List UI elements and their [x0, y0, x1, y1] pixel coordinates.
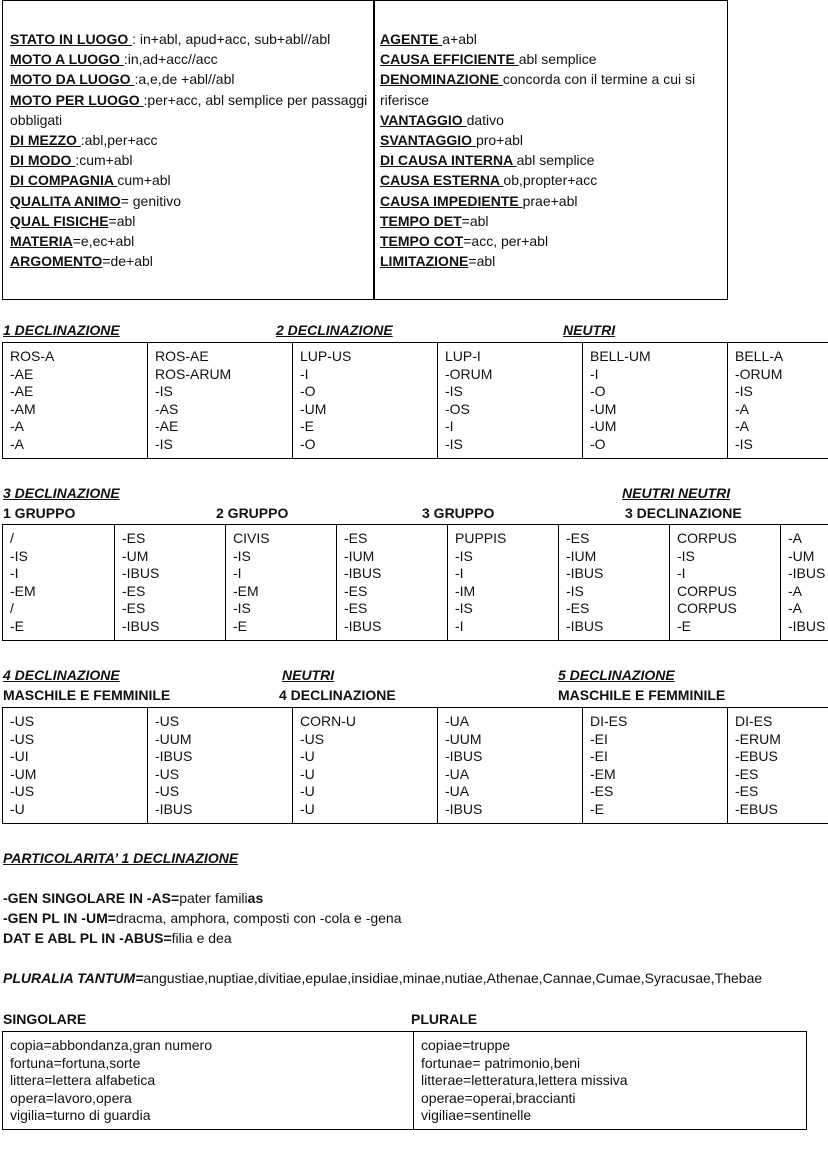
complement-text: =abl [108, 212, 136, 229]
complement-item [10, 211, 368, 231]
declension-column [670, 525, 781, 641]
declension-form: -ORUM [445, 365, 493, 382]
declension-form: -IBUS [122, 565, 160, 582]
declension-form: -ES [122, 530, 146, 546]
declension-form: -US [155, 713, 180, 729]
declension-column [3, 343, 148, 459]
declension-form: -AE [155, 418, 179, 435]
declension-column [781, 525, 828, 641]
subheading-3-gruppo: 3 GRUPPO [422, 505, 495, 521]
singolare-entry: copia=abbondanza,gran numero [10, 1037, 212, 1053]
singolare-cell [3, 1032, 414, 1130]
complement-item [380, 191, 720, 211]
complement-label: CAUSA ESTERNA [380, 172, 504, 189]
complement-text: :in,ad+acc//acc [123, 51, 218, 68]
declension-form: -EBUS [735, 800, 778, 817]
declension-form: -UA [445, 783, 470, 800]
plurale-cell [414, 1032, 807, 1130]
complement-label: DENOMINAZIONE [380, 71, 503, 88]
declension-form: LUP-US [300, 348, 352, 364]
heading-decl1: 1 DECLINAZIONE [3, 322, 120, 338]
declension-form: -AE [10, 383, 34, 400]
declension-form: -ERUM [735, 730, 781, 747]
declension-form: -O [590, 435, 606, 452]
declension-form: -IUM [344, 547, 375, 564]
declension-form: -U [300, 748, 315, 765]
complement-item [10, 170, 368, 190]
declension-form: -UM [10, 765, 37, 782]
heading-neutri-4: NEUTRI [282, 667, 335, 683]
declension-form: -EM [590, 765, 616, 782]
complement-item [10, 29, 368, 49]
complement-text: =acc, per+abl [463, 233, 549, 250]
plurale-entry: litterae=letteratura,lettera missiva [421, 1072, 628, 1089]
singolare-entry: opera=lavoro,opera [10, 1089, 132, 1106]
heading-particolarita: PARTICOLARITA’ 1 DECLINAZIONE [3, 850, 239, 866]
complements-divider [373, 1, 375, 299]
declension-form: -ES [344, 530, 368, 546]
declension-form: -EI [590, 730, 608, 747]
declension-form: -I [233, 565, 242, 582]
declension-form: -IBUS [155, 800, 193, 817]
declension-form: -IS [735, 383, 753, 400]
complement-label: MOTO A LUOGO [10, 51, 124, 68]
declension-form: ROS-ARUM [155, 365, 232, 382]
table-decl3 [2, 524, 828, 641]
declension-form: -ES [344, 582, 368, 599]
rule-gen-singolare-ending: as [247, 890, 264, 906]
declension-form: -I [677, 565, 686, 582]
declension-form: -E [590, 800, 604, 817]
declension-column [148, 708, 293, 824]
declension-form: -IBUS [122, 617, 160, 634]
declension-form: -EM [10, 582, 36, 599]
declension-form: -ORUM [735, 365, 783, 382]
declension-form: -UUM [445, 730, 482, 747]
declension-form: / [10, 600, 14, 617]
declension-column [337, 525, 448, 641]
complements-left-column [10, 29, 368, 271]
declension-form: -US [10, 730, 35, 747]
complement-text: pro+abl [475, 132, 524, 149]
table-row [3, 708, 828, 824]
declension-form: -ES [122, 600, 146, 617]
complement-item [10, 191, 368, 211]
declension-form: DI-ES [735, 713, 773, 729]
declension-column [559, 525, 670, 641]
declension-form: -U [300, 765, 315, 782]
declension-form: CORPUS [677, 582, 737, 599]
declension-form: -US [155, 765, 180, 782]
heading-neutri-neutri: NEUTRI NEUTRI [622, 485, 731, 501]
complement-text: =e,ec+abl [72, 233, 135, 250]
declension-form: -A [10, 435, 24, 452]
declension-form: -ES [566, 530, 590, 546]
declension-form: LUP-I [445, 348, 481, 364]
declension-form: -IBUS [155, 748, 193, 765]
declension-form: PUPPIS [455, 530, 507, 546]
table-row [3, 525, 828, 641]
declension-form: -A [735, 418, 749, 435]
declension-form: -ES [566, 600, 590, 617]
complement-item [380, 231, 720, 251]
plurale-entry: copiae=truppe [421, 1037, 511, 1053]
declension-form: -UM [590, 418, 617, 435]
declension-form: -U [300, 783, 315, 800]
declension-form: -U [300, 800, 315, 817]
subheading-1-gruppo: 1 GRUPPO [3, 505, 76, 521]
heading-decl2: 2 DECLINAZIONE [276, 322, 393, 338]
declension-form: -E [300, 418, 314, 435]
declension-form: BELL-A [735, 348, 784, 364]
declension-form: -I [590, 365, 599, 382]
declension-form: -O [590, 383, 606, 400]
declension-form: -IS [233, 600, 251, 617]
declension-form: -A [735, 400, 749, 417]
declension-form: -E [677, 617, 691, 634]
declension-form: -AE [10, 365, 34, 382]
plurale-entry: fortunae= patrimonio,beni [421, 1054, 581, 1071]
complement-item [380, 211, 720, 231]
declension-form: -IS [455, 547, 473, 564]
declension-form: -E [10, 617, 24, 634]
declension-form: -OS [445, 400, 470, 417]
complement-label: ARGOMENTO [10, 253, 103, 270]
complement-text: : in+abl, apud+acc, sub+abl//abl [132, 31, 331, 47]
declension-column [3, 708, 148, 824]
complement-label: SVANTAGGIO [380, 132, 476, 149]
complement-label: CAUSA IMPEDIENTE [380, 192, 523, 209]
complement-label: MOTO DA LUOGO [10, 71, 135, 88]
declension-form: -I [445, 418, 454, 435]
subheading-maschile-femminile-5: MASCHILE E FEMMINILE [558, 687, 726, 703]
declension-form: -IS [445, 383, 463, 400]
complement-item [10, 251, 368, 271]
complement-item [380, 69, 720, 109]
declension-form: -UM [122, 547, 149, 564]
declension-form: -U [10, 800, 25, 817]
declension-form: CORPUS [677, 530, 737, 546]
table-singolare-plurale [2, 1031, 807, 1130]
singolare-entry: littera=lettera alfabetica [10, 1072, 156, 1089]
declension-column [583, 343, 728, 459]
declension-form: -IBUS [566, 565, 604, 582]
declension-column [293, 708, 438, 824]
complement-text: dativo [466, 111, 504, 128]
complement-text: :abl,per+acc [80, 132, 158, 149]
declension-form: -IBUS [788, 565, 826, 582]
rule-gen-singolare-label: -GEN SINGOLARE IN -AS= [3, 890, 180, 906]
declension-form: -IUM [566, 547, 597, 564]
complement-item [10, 231, 368, 251]
complement-text: =abl [461, 212, 489, 229]
complement-label: DI COMPAGNIA [10, 172, 118, 189]
complement-label: QUAL FISICHE [10, 212, 109, 229]
declension-column [728, 343, 828, 459]
complement-text: :cum+abl [75, 152, 133, 169]
declension-form: -ES [590, 783, 614, 800]
complement-item [380, 170, 720, 190]
declension-form: DI-ES [590, 713, 628, 729]
complement-item [380, 29, 720, 49]
declension-form: -IBUS [344, 565, 382, 582]
complement-item [380, 130, 720, 150]
declension-form: CORN-U [300, 713, 356, 729]
complement-text: prae+abl [522, 192, 578, 209]
declension-form: -IBUS [788, 617, 826, 634]
declension-form: -ES [735, 765, 759, 782]
rule-gen-singolare-text: pater famili [179, 890, 248, 906]
heading-decl5: 5 DECLINAZIONE [558, 667, 675, 683]
complement-label: LIMITAZIONE [380, 253, 469, 270]
complement-item [380, 110, 720, 130]
declension-column [438, 708, 583, 824]
declension-form: -IS [10, 547, 28, 564]
declension-form: -A [788, 530, 802, 546]
rule-gen-plurale [3, 910, 402, 926]
declension-form: -UA [445, 765, 470, 782]
rule-gen-plurale-text: dracma, amphora, composti con -cola e -gena [115, 910, 402, 926]
declension-form: -I [10, 565, 19, 582]
declension-form: -UI [10, 748, 29, 765]
table-decl4-5 [2, 707, 828, 824]
declension-column [3, 525, 115, 641]
table-decl1-2 [2, 342, 828, 459]
declension-form: -O [300, 383, 316, 400]
complement-label: AGENTE [380, 31, 443, 47]
pluralia-tantum-text: angustiae,nuptiae,divitiae,epulae,insidiae,minae,nutiae,Athenae,Cannae,Cumae,Syracusae,Thebae [143, 970, 763, 986]
complement-label: QUALITA ANIMO [10, 192, 121, 209]
declension-form: -IBUS [445, 800, 483, 817]
pluralia-tantum-label: PLURALIA TANTUM= [3, 970, 144, 986]
declension-form: -UM [300, 400, 327, 417]
declension-form: -IS [155, 383, 173, 400]
declension-form: -US [10, 783, 35, 800]
table-row [3, 343, 828, 459]
subheading-4-declinazione: 4 DECLINAZIONE [279, 687, 396, 703]
complement-item [380, 251, 720, 271]
declension-column [583, 708, 728, 824]
declension-form: -IBUS [566, 617, 604, 634]
complement-text: :per+acc, abl semplice per passaggi obbligati [10, 91, 368, 128]
complement-label: DI CAUSA INTERNA [380, 152, 517, 169]
complement-label: STATO IN LUOGO [10, 31, 133, 47]
declension-form: -IBUS [445, 748, 483, 765]
declension-column [226, 525, 337, 641]
declension-form: CORPUS [677, 600, 737, 617]
complement-label: VANTAGGIO [380, 111, 467, 128]
declension-column [148, 343, 293, 459]
declension-form: -UM [788, 547, 815, 564]
declension-form: -US [300, 730, 325, 747]
declension-column [728, 708, 828, 824]
declension-form: ROS-AE [155, 348, 209, 364]
complement-item [380, 150, 720, 170]
declension-form: BELL-UM [590, 348, 651, 364]
complement-item [380, 49, 720, 69]
declension-column [448, 525, 559, 641]
complement-label: DI MEZZO [10, 132, 81, 149]
complement-text: =de+abl [102, 253, 153, 270]
declension-form: -IS [155, 435, 173, 452]
declension-form: -EM [233, 582, 259, 599]
heading-decl3: 3 DECLINAZIONE [3, 485, 120, 501]
declension-form: -IS [455, 600, 473, 617]
declension-form: -ES [735, 783, 759, 800]
heading-decl4: 4 DECLINAZIONE [3, 667, 120, 683]
declension-form: CIVIS [233, 530, 270, 546]
declension-form: -IBUS [344, 617, 382, 634]
singolare-entry: vigilia=turno di guardia [10, 1107, 151, 1124]
plurale-entry: operae=operai,braccianti [421, 1089, 576, 1106]
heading-singolare: SINGOLARE [3, 1011, 87, 1027]
complement-item [10, 130, 368, 150]
complement-text: a+abl [442, 31, 477, 47]
complement-item [10, 150, 368, 170]
declension-form: -A [788, 582, 802, 599]
complement-label: MOTO PER LUOGO [10, 91, 144, 108]
declension-form: -IS [735, 435, 753, 452]
subheading-3-declinazione: 3 DECLINAZIONE [625, 505, 742, 521]
complements-right-column [380, 29, 720, 271]
declension-form: -UM [590, 400, 617, 417]
declension-form: -ES [344, 600, 368, 617]
declension-form: -IS [677, 547, 695, 564]
declension-form: -IS [445, 435, 463, 452]
declension-form: -UA [445, 713, 470, 729]
complement-label: TEMPO DET [380, 212, 462, 229]
declension-form: -IM [455, 582, 476, 599]
complement-text: :a,e,de +abl//abl [134, 71, 235, 88]
rule-gen-singolare [3, 890, 263, 906]
declension-column [438, 343, 583, 459]
complement-item [10, 90, 368, 130]
declension-form: -ES [122, 582, 146, 599]
declension-form: -IS [233, 547, 251, 564]
complement-label: TEMPO COT [380, 233, 464, 250]
declension-form: -I [455, 617, 464, 634]
table-row [3, 1032, 807, 1130]
pluralia-tantum-line [3, 970, 828, 986]
rule-dat-abl-plurale [3, 930, 232, 946]
declension-column [115, 525, 226, 641]
declension-form: / [10, 530, 14, 546]
declension-form: -I [300, 365, 309, 382]
declension-form: -IS [566, 582, 584, 599]
declension-form: -US [10, 713, 35, 729]
subheading-maschile-femminile-4: MASCHILE E FEMMINILE [3, 687, 171, 703]
declension-form: -I [455, 565, 464, 582]
complement-label: CAUSA EFFICIENTE [380, 51, 519, 68]
declension-form: -UUM [155, 730, 192, 747]
declension-form: -A [788, 600, 802, 617]
heading-neutri-2: NEUTRI [563, 322, 616, 338]
complement-text: abl semplice [516, 152, 595, 169]
declension-form: -US [155, 783, 180, 800]
declension-form: -EI [590, 748, 608, 765]
complement-item [10, 69, 368, 89]
heading-plurale: PLURALE [411, 1011, 478, 1027]
complement-text: =abl [468, 253, 496, 270]
declension-form: -A [10, 418, 24, 435]
declension-column [293, 343, 438, 459]
complement-text: = genitivo [120, 192, 182, 209]
complement-item [10, 49, 368, 69]
complements-box [2, 0, 728, 300]
complement-text: ob,propter+acc [503, 172, 598, 189]
declension-form: -AM [10, 400, 36, 417]
declension-form: -AS [155, 400, 179, 417]
rule-dat-abl-plurale-label: DAT E ABL PL IN -ABUS= [3, 930, 172, 946]
complement-label: MATERIA [10, 233, 73, 250]
complement-text: abl semplice [518, 51, 597, 68]
complement-label: DI MODO [10, 152, 76, 169]
complement-text: cum+abl [117, 172, 171, 189]
rule-gen-plurale-label: -GEN PL IN -UM= [3, 910, 116, 926]
subheading-2-gruppo: 2 GRUPPO [216, 505, 289, 521]
singolare-entry: fortuna=fortuna,sorte [10, 1054, 141, 1071]
rule-dat-abl-plurale-text: filia e dea [171, 930, 232, 946]
complement-text: concorda con il termine a cui si riferisce [380, 71, 696, 108]
plurale-entry: vigiliae=sentinelle [421, 1107, 532, 1124]
declension-form: -O [300, 435, 316, 452]
declension-form: ROS-A [10, 348, 55, 364]
declension-form: -E [233, 617, 247, 634]
declension-form: -EBUS [735, 748, 778, 765]
